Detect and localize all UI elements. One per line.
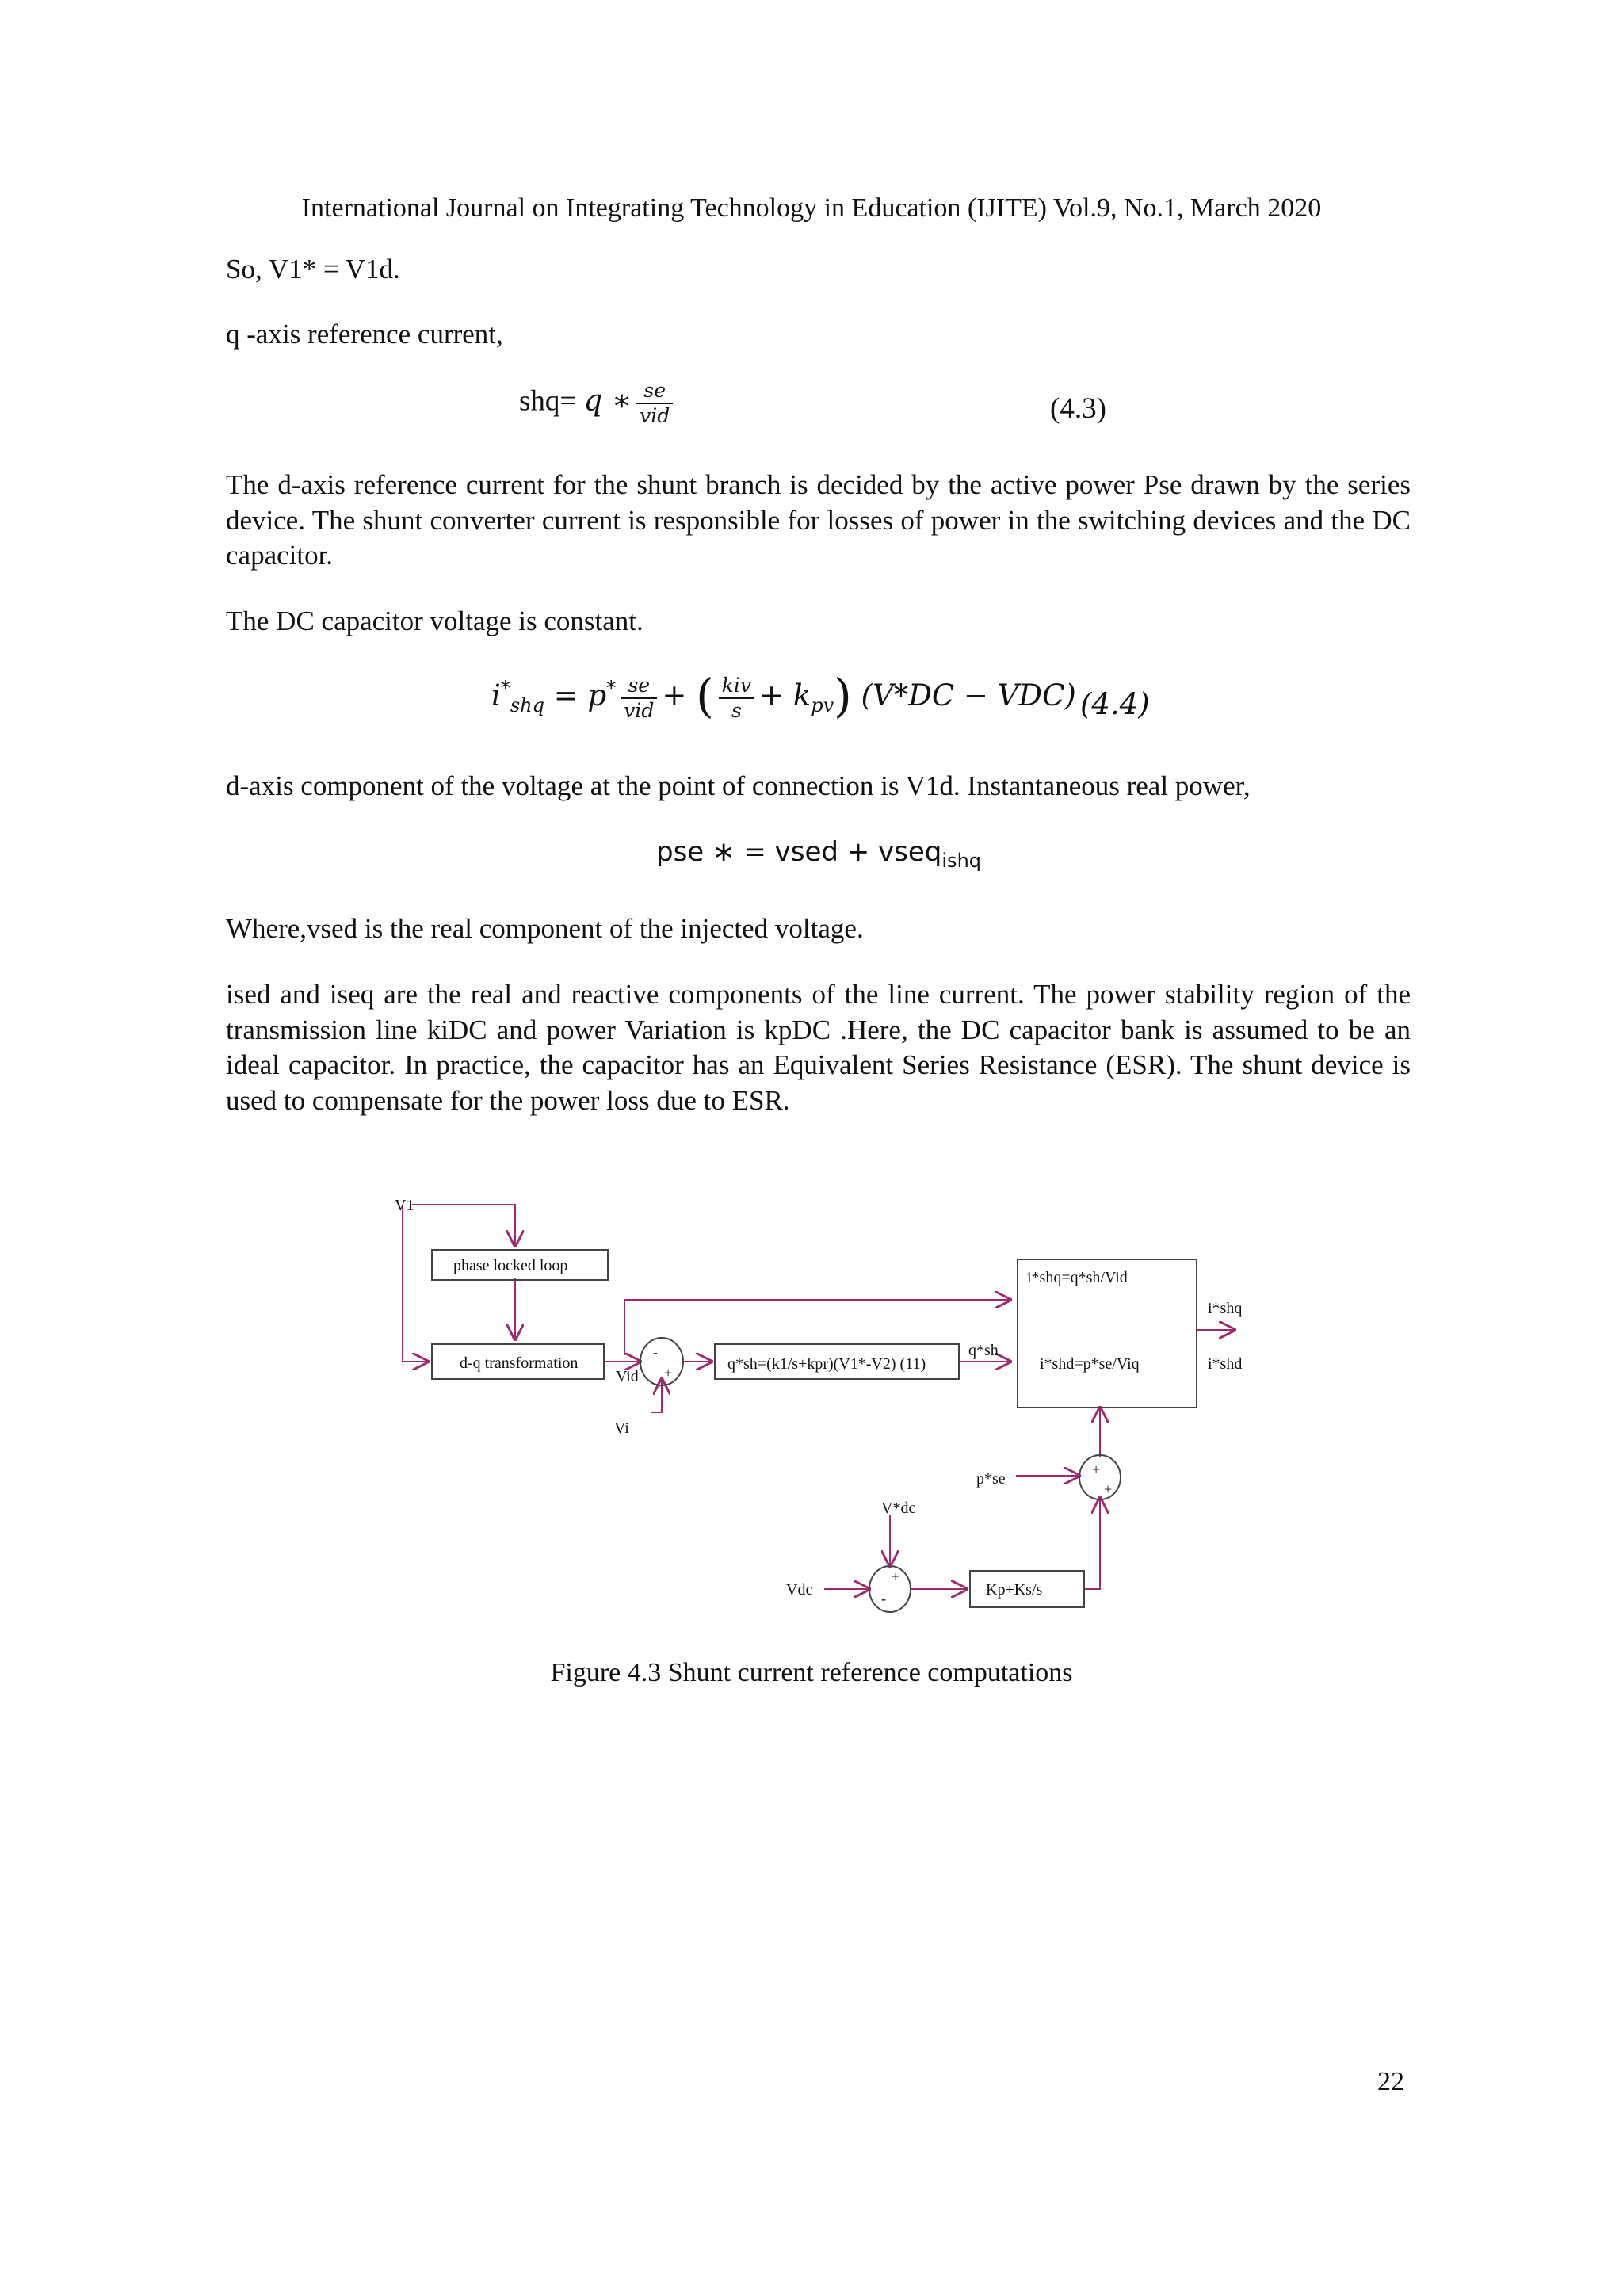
- label-dq: d-q transformation: [460, 1354, 579, 1372]
- sum3-minus: -: [881, 1591, 886, 1606]
- page-number: 22: [1377, 2067, 1404, 2096]
- eq44-i: i: [491, 678, 501, 712]
- label-vi: Vi: [614, 1419, 629, 1437]
- para-q-axis: q -axis reference current,: [226, 319, 503, 350]
- para-so: So, V1* = V1d.: [226, 254, 400, 285]
- eq44-i-sup: *: [500, 677, 510, 699]
- sum3-junction: [869, 1566, 911, 1612]
- arrow-pi-to-sum2: [1084, 1498, 1100, 1589]
- eq44-tail: (V*DC − VDC): [851, 678, 1076, 712]
- para-d-axis: The d-axis reference current for the shunt branch is decided by the active power Pse drawn by the series device. The shunt converter current is responsible for losses of power in the switching devices and the DC capacitor.: [226, 469, 1411, 571]
- eq44-frac1-num: se: [621, 674, 657, 699]
- label-vid: Vid: [616, 1368, 639, 1385]
- arrow-v1-to-pll: [412, 1205, 515, 1246]
- block-diagram: [380, 1189, 1268, 1648]
- eq44-plus2: + k: [759, 678, 812, 712]
- running-header: International Journal on Integrating Technology in Education (IJITE) Vol.9, No.1, March 2020: [301, 193, 1322, 223]
- eq43-star: ∗: [602, 383, 632, 418]
- eq44-frac1-den: vid: [624, 698, 655, 722]
- label-vdc-ref: V*dc: [881, 1499, 916, 1517]
- sum1-plus: +: [664, 1365, 673, 1381]
- equation-4-4: [491, 669, 1076, 723]
- arrow-v1-to-dq: [403, 1205, 428, 1362]
- eq44-p-sup: *: [606, 677, 617, 699]
- label-vdc: Vdc: [786, 1581, 813, 1599]
- sum3-plus: +: [892, 1568, 900, 1584]
- eq44-rparen: ): [834, 669, 852, 723]
- eq-pse-sub: ishq: [941, 850, 982, 872]
- sum2-plus-2: +: [1104, 1481, 1113, 1497]
- para-where: Where,vsed is the real component of the injected voltage.: [226, 913, 864, 944]
- eq44-kp-sub: pv: [811, 694, 834, 716]
- sum1-minus: -: [653, 1344, 658, 1360]
- label-out-top: i*shq=q*sh/Vid: [1027, 1269, 1128, 1286]
- label-qsh-eq: q*sh=(k1/s+kpr)(V1*-V2) (11): [727, 1355, 926, 1373]
- eq44-frac2-den: s: [731, 698, 742, 722]
- eq44-plus1: +: [662, 678, 687, 712]
- eq43-fraction: [636, 379, 673, 428]
- para-ised: ised and iseq are the real and reactive components of the line current. The power stability region of the transmission line kiDC and power Variation is kpDC .Here, the DC capacitor bank is assumed to be an ideal capacitor. In practice, the capacitor has an Equivalent Series Resistance (ESR). The shunt device is used to compensate for the power loss due to ESR.: [226, 979, 1411, 1116]
- eq44-frac2: [719, 674, 754, 723]
- eq43-den: vid: [640, 404, 670, 427]
- eq44-eq: = p: [544, 678, 607, 712]
- label-pse: p*se: [976, 1470, 1006, 1488]
- eq44-number: (4.4): [1080, 687, 1150, 721]
- eq43-num: se: [636, 379, 673, 404]
- label-ishd: i*shd: [1208, 1355, 1243, 1373]
- label-qsh: q*sh: [968, 1342, 999, 1359]
- eq44-frac1: [621, 674, 657, 723]
- eq43-q: q: [583, 383, 603, 418]
- para-v1d: d-axis component of the voltage at the point of connection is V1d. Instantaneous real power,: [226, 770, 1251, 801]
- eq44-frac2-num: kiv: [719, 674, 754, 699]
- sum2-plus-1: +: [1092, 1461, 1101, 1477]
- label-v1: V1: [395, 1197, 414, 1214]
- sum1-junction: [640, 1338, 683, 1385]
- eq44-i-sub: shq: [510, 694, 544, 716]
- label-pi: Kp+Ks/s: [986, 1581, 1043, 1599]
- label-out-bottom: i*shd=p*se/Viq: [1040, 1355, 1140, 1373]
- equation-pse: [656, 836, 981, 872]
- arrow-bypass-to-output: [624, 1300, 1010, 1355]
- eq-pse-main: pse ∗ = vsed + vseq: [656, 836, 942, 868]
- para-dc-constant: The DC capacitor voltage is constant.: [226, 606, 643, 636]
- figure-caption: Figure 4.3 Shunt current reference computations: [550, 1658, 1073, 1687]
- equation-4-3: [519, 379, 678, 428]
- eq43-number: (4.3): [1050, 392, 1106, 425]
- label-pll: phase locked loop: [453, 1257, 568, 1274]
- eq43-lhs: shq=: [519, 384, 584, 418]
- label-ishq: i*shq: [1208, 1300, 1243, 1317]
- eq44-lparen: (: [696, 669, 714, 723]
